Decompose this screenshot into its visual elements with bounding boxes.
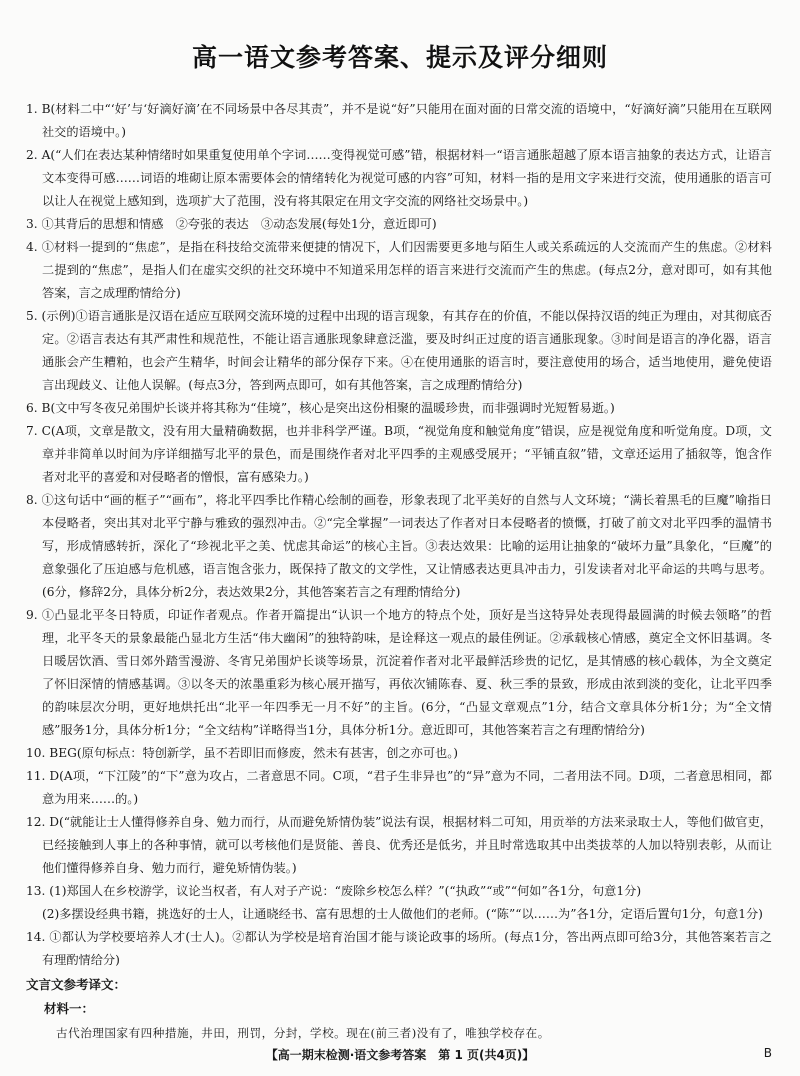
answer-item-1: 1. B(材料二中“‘好’与‘好滴好滴’在不同场景中各尽其责”，并不是说“好”只能用在面对面的日常交流的语境中，“好滴好滴”只能用在互联网社交的语境中。) bbox=[26, 102, 772, 139]
page-title: 高一语文参考答案、提示及评分细则 bbox=[191, 43, 608, 72]
translation-section-title: 文言文参考译文： bbox=[26, 977, 127, 992]
answer-item-14: 14. ①都认为学校要培养人才(士人)。②都认为学校是培育治国才能与谈论政事的场所。(每点1分，答出两点即可给3分，其他答案若言之有理酌情给分) bbox=[26, 930, 772, 967]
paper-version: B bbox=[763, 1046, 772, 1060]
answer-item-2: 2. A(“人们在表达某种情绪时如果重复使用单个字词……变得视觉可感”错，根据材料一“语言通胀超越了原本语言抽象的表达方式，让语言文本变得可感……词语的堆砌让原本需要体会的情绪转化为视觉可感的内容”可知，材料一指的是用文字来进行交流，使用通胀的语言可以让人在视觉上感知到，选项扩大了范围，没有将其限定在用文字交流的网络社交场景中。) bbox=[26, 148, 772, 208]
answer-item-10: 10. BEG(原句标点：特创新学，虽不若即旧而修废，然未有甚害，创之亦可也。) bbox=[26, 746, 459, 760]
answer-item-7: 7. C(A项，文章是散文，没有用大量精确数据，也并非科学严谨。B项，“视觉角度和触觉角度”错误，应是视觉角度和听觉角度。D项，文章并非简单以时间为序详细描写北平的景色，而是围绕作者对北平四季的主观感受展开；“平铺直叙”错，文章还运用了插叙等，饱含作者对北平的喜爱和对侵略者的憎恨，富有感染力。) bbox=[26, 424, 772, 484]
answer-item-11: 11. D(A项，“下江陵”的“下”意为攻占，二者意思不同。C项，“君子生非异也”的“异”意为不同，二者用法不同。D项，二者意思相同，都意为用来……的。) bbox=[26, 769, 772, 806]
answer-item-8: 8. ①这句话中“画的框子”“画布”，将北平四季比作精心绘制的画卷，形象表现了北平美好的自然与人文环境；“满长着黑毛的巨魔”喻指日本侵略者，突出其对北平宁静与雅致的强烈冲击。②“完全掌握”一词表达了作者对日本侵略者的愤慨，打破了前文对北平四季的温情书写，形成情感转折，深化了“珍视北平之美、忧虑其命运”的核心主旨。③表达效果：比喻的运用让抽象的“破坏力量”具象化，“巨魔”的意象强化了压迫感与危机感，语言饱含张力，既保持了散文的文学性，又让情感表达更具冲击力，引发读者对北平命运的共鸣与思考。(6分，修辞2分，具体分析2分，表达效果2分，其他答案若言之有理酌情给分) bbox=[26, 493, 772, 599]
answer-item-6: 6. B(文中写冬夜兄弟围炉长谈并将其称为“佳境”，核心是突出这份相聚的温暖珍贵，而非强调时光短暂易逝。) bbox=[26, 401, 615, 415]
answer-item-9: 9. ①凸显北平冬日特质，印证作者观点。作者开篇提出“认识一个地方的特点个处，顶好是当这特异处表现得最圆满的时候去领略”的哲理，北平冬天的景象最能凸显北方生活“伟大幽闲”的独特韵味，是诠释这一观点的最佳例证。②承载核心情感，奠定全文怀旧基调。冬日暖居饮酒、雪日郊外踏雪漫游、冬宵兄弟围炉长谈等场景，沉淀着作者对北平最鲜活珍贵的记忆，是其情感的核心载体，为全文奠定了怀旧深情的情感基调。③以冬天的浓墨重彩为核心展开描写，再依次铺陈春、夏、秋三季的景致，形成由浓到淡的变化，让北平四季的韵味层次分明，更好地烘托出“北平一年四季无一月不好”的主旨。(6分，“凸显文章观点”1分，结合文章具体分析1分；为“全文情感”服务1分，具体分析1分；“全文结构”详略得当1分，具体分析1分。意近即可，其他答案若言之有理酌情给分) bbox=[26, 608, 772, 737]
page-footer: 【高一期末检测·语文参考答案 第 1 页(共4页)】 bbox=[265, 1048, 535, 1062]
translation-text: 古代治理国家有四种措施，井田，刑罚，分封，学校。现在(前三者)没有了，唯独学校存在。 bbox=[56, 1026, 550, 1040]
answer-item-13-2: (2)多摆设经典书籍，挑选好的士人，让通晓经书、富有思想的士人做他们的老师。(“陈”“以……为”各1分，定语后置句1分，句意1分) bbox=[42, 907, 763, 921]
answer-item-12: 12. D(“就能让士人懂得修养自身、勉力而行，从而避免矫情伪装”说法有误，根据材料二可知，用贡举的方法来录取士人，等他们做官吏，已经接触到人事上的各种事情，就可以考核他们是贤能、善良、优秀还是低劣，并且时常选取其中出类拔萃的人加以特别表彰，从而让他们懂得修养自身、勉力而行，避免矫情伪装。) bbox=[26, 815, 772, 875]
answer-item-5: 5. (示例)①语言通胀是汉语在适应互联网交流环境的过程中出现的语言现象，有其存在的价值，不能以保持汉语的纯正为理由，对其彻底否定。②语言表达有其严肃性和规范性，不能让语言通胀现象肆意泛滥，要及时纠正过度的语言通胀现象。③时间是语言的净化器，语言通胀会产生糟粕，也会产生精华，时间会让精华的部分保存下来。④在使用通胀的语言时，要注意使用的场合，适当地使用，避免使语言出现歧义、让他人误解。(每点3分，答到两点即可，如有其他答案，言之成理酌情给分) bbox=[26, 309, 772, 392]
answer-item-4: 4. ①材料一提到的“焦虑”，是指在科技给交流带来便捷的情况下，人们因需要更多地与陌生人或关系疏远的人交流而产生的焦虑。②材料二提到的“焦虑”，是指人们在虚实交织的社交环境中不知道采用怎样的语言来进行交流而产生的焦虑。(每点2分，意对即可，如有其他答案，言之成理酌情给分) bbox=[26, 240, 772, 300]
answer-item-3: 3. ①其背后的思想和情感 ②夸张的表达 ③动态发展(每处1分，意近即可) bbox=[26, 217, 437, 231]
answer-item-13-1: 13. (1)郑国人在乡校游学，议论当权者，有人对子产说：“废除乡校怎么样？”(“执政”“或”“何如”各1分，句意1分) bbox=[26, 884, 642, 898]
material-one-title: 材料一： bbox=[44, 1001, 95, 1016]
answer-list bbox=[26, 98, 772, 1044]
